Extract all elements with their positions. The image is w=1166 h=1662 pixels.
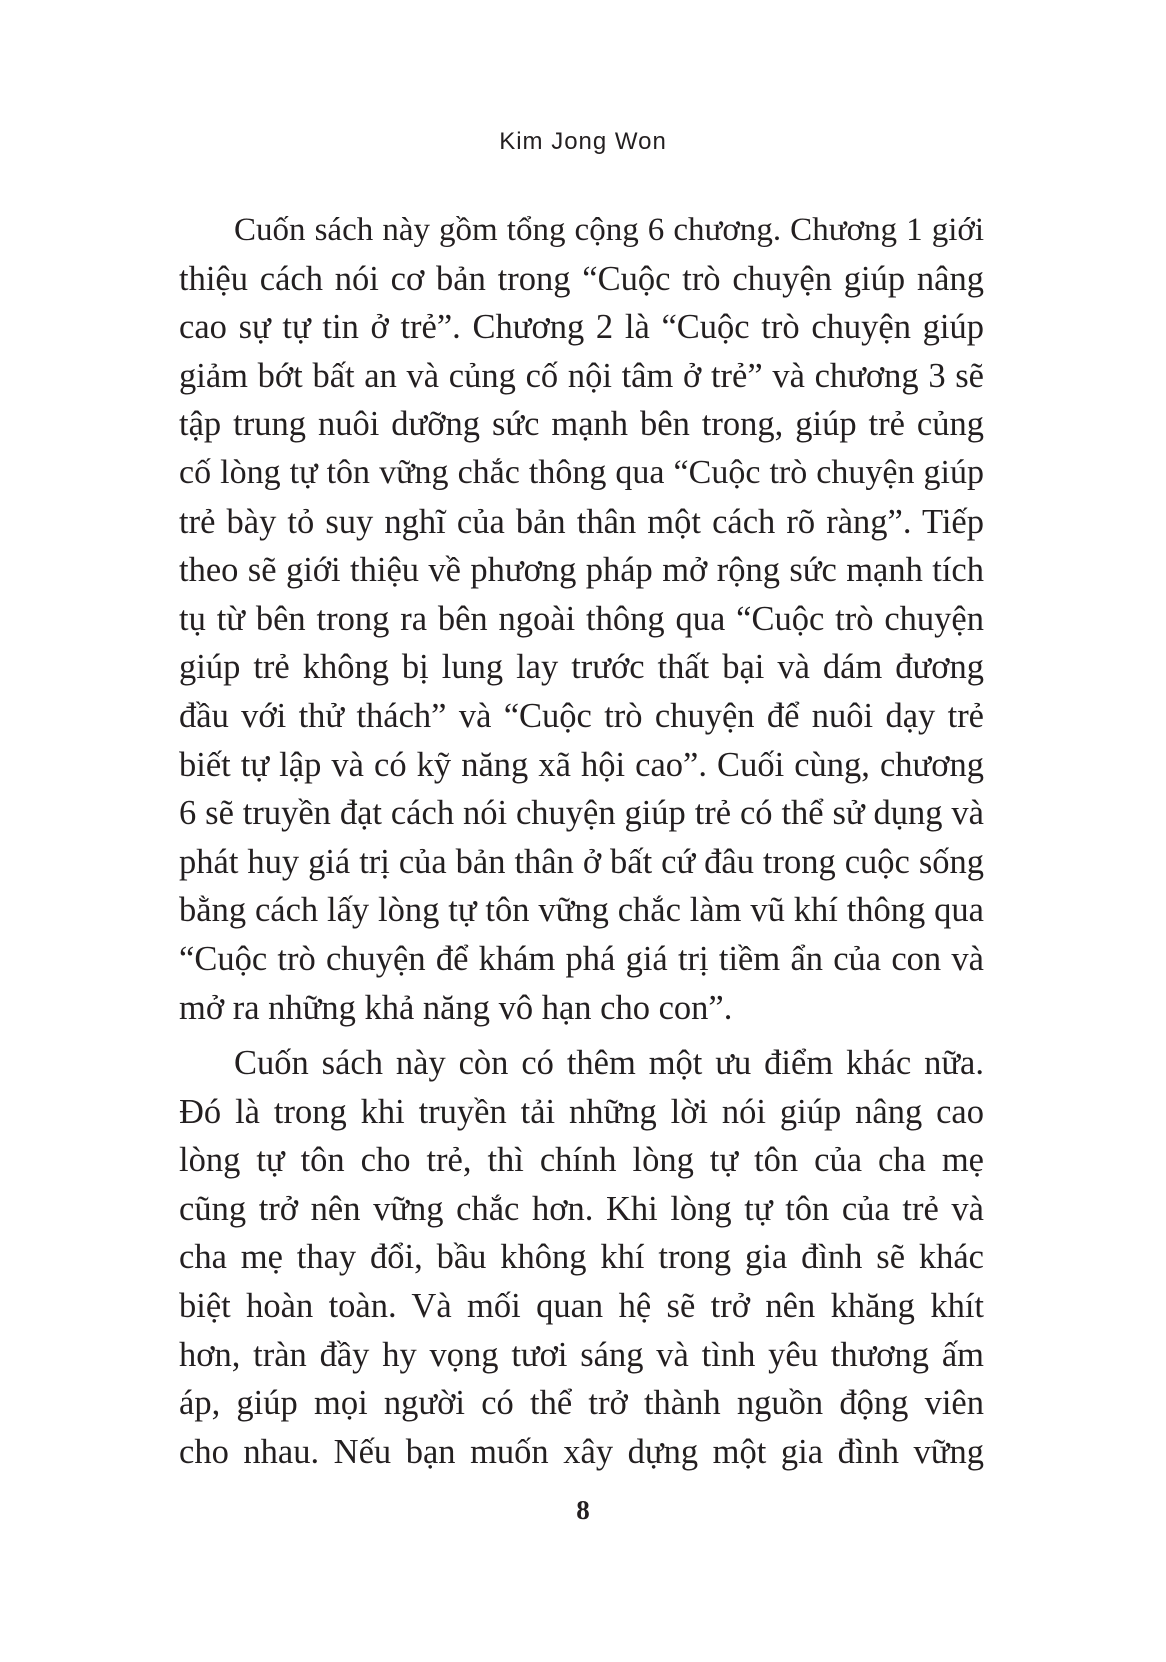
text-line: hơn, tràn đầy hy vọng tươi sáng và tình yêu thương ấm xyxy=(179,1335,984,1374)
text-line: thiệu cách nói cơ bản trong “Cuộc trò chuyện giúp nâng xyxy=(179,259,984,298)
text-line: Đó là trong khi truyền tải những lời nói giúp nâng cao xyxy=(179,1092,984,1131)
text-line: bằng cách lấy lòng tự tôn vững chắc làm vũ khí thông qua xyxy=(179,891,984,930)
text-line: giảm bớt bất an và củng cố nội tâm ở trẻ” và chương 3 sẽ xyxy=(179,356,984,395)
page-number: 8 xyxy=(576,1495,590,1525)
text-line: Cuốn sách này còn có thêm một ưu điểm khác nữa. xyxy=(234,1044,984,1083)
text-line: biết tự lập và có kỹ năng xã hội cao”. Cuối cùng, chương xyxy=(179,745,984,784)
text-line: Cuốn sách này gồm tổng cộng 6 chương. Chương 1 giới xyxy=(234,212,984,248)
text-line: lòng tự tôn cho trẻ, thì chính lòng tự tôn của cha mẹ xyxy=(179,1141,984,1180)
text-line: cũng trở nên vững chắc hơn. Khi lòng tự tôn của trẻ và xyxy=(179,1189,984,1228)
body-text xyxy=(179,206,984,1476)
text-line: đầu với thử thách” và “Cuộc trò chuyện để nuôi dạy trẻ xyxy=(179,696,984,735)
text-line: cha mẹ thay đổi, bầu không khí trong gia đình sẽ khác xyxy=(179,1238,984,1277)
running-head: Kim Jong Won xyxy=(499,128,667,155)
text-line: cho nhau. Nếu bạn muốn xây dựng một gia đình vững xyxy=(179,1432,984,1471)
text-line: 6 sẽ truyền đạt cách nói chuyện giúp trẻ có thể sử dụng và xyxy=(179,794,984,833)
text-line: theo sẽ giới thiệu về phương pháp mở rộng sức mạnh tích xyxy=(179,551,984,590)
text-line: áp, giúp mọi người có thể trở thành nguồn động viên xyxy=(179,1384,984,1423)
text-line: mở ra những khả năng vô hạn cho con”. xyxy=(179,988,733,1027)
paragraph xyxy=(179,1039,984,1476)
text-line: biệt hoàn toàn. Và mối quan hệ sẽ trở nên khăng khít xyxy=(179,1287,984,1326)
text-line: tập trung nuôi dưỡng sức mạnh bên trong, giúp trẻ củng xyxy=(179,405,984,444)
paragraph-gap xyxy=(179,1032,984,1039)
text-line: cao sự tự tin ở trẻ”. Chương 2 là “Cuộc trò chuyện giúp xyxy=(179,308,984,347)
text-line: giúp trẻ không bị lung lay trước thất bại và dám đương xyxy=(179,648,984,687)
text-line: trẻ bày tỏ suy nghĩ của bản thân một cách rõ ràng”. Tiếp xyxy=(179,502,984,541)
text-line: cố lòng tự tôn vững chắc thông qua “Cuộc trò chuyện giúp xyxy=(179,453,984,491)
paragraph xyxy=(179,206,984,1032)
text-line: phát huy giá trị của bản thân ở bất cứ đâu trong cuộc sống xyxy=(179,842,984,881)
text-line: “Cuộc trò chuyện để khám phá giá trị tiềm ẩn của con và xyxy=(179,939,984,978)
text-line: tụ từ bên trong ra bên ngoài thông qua “Cuộc trò chuyện xyxy=(179,599,984,638)
